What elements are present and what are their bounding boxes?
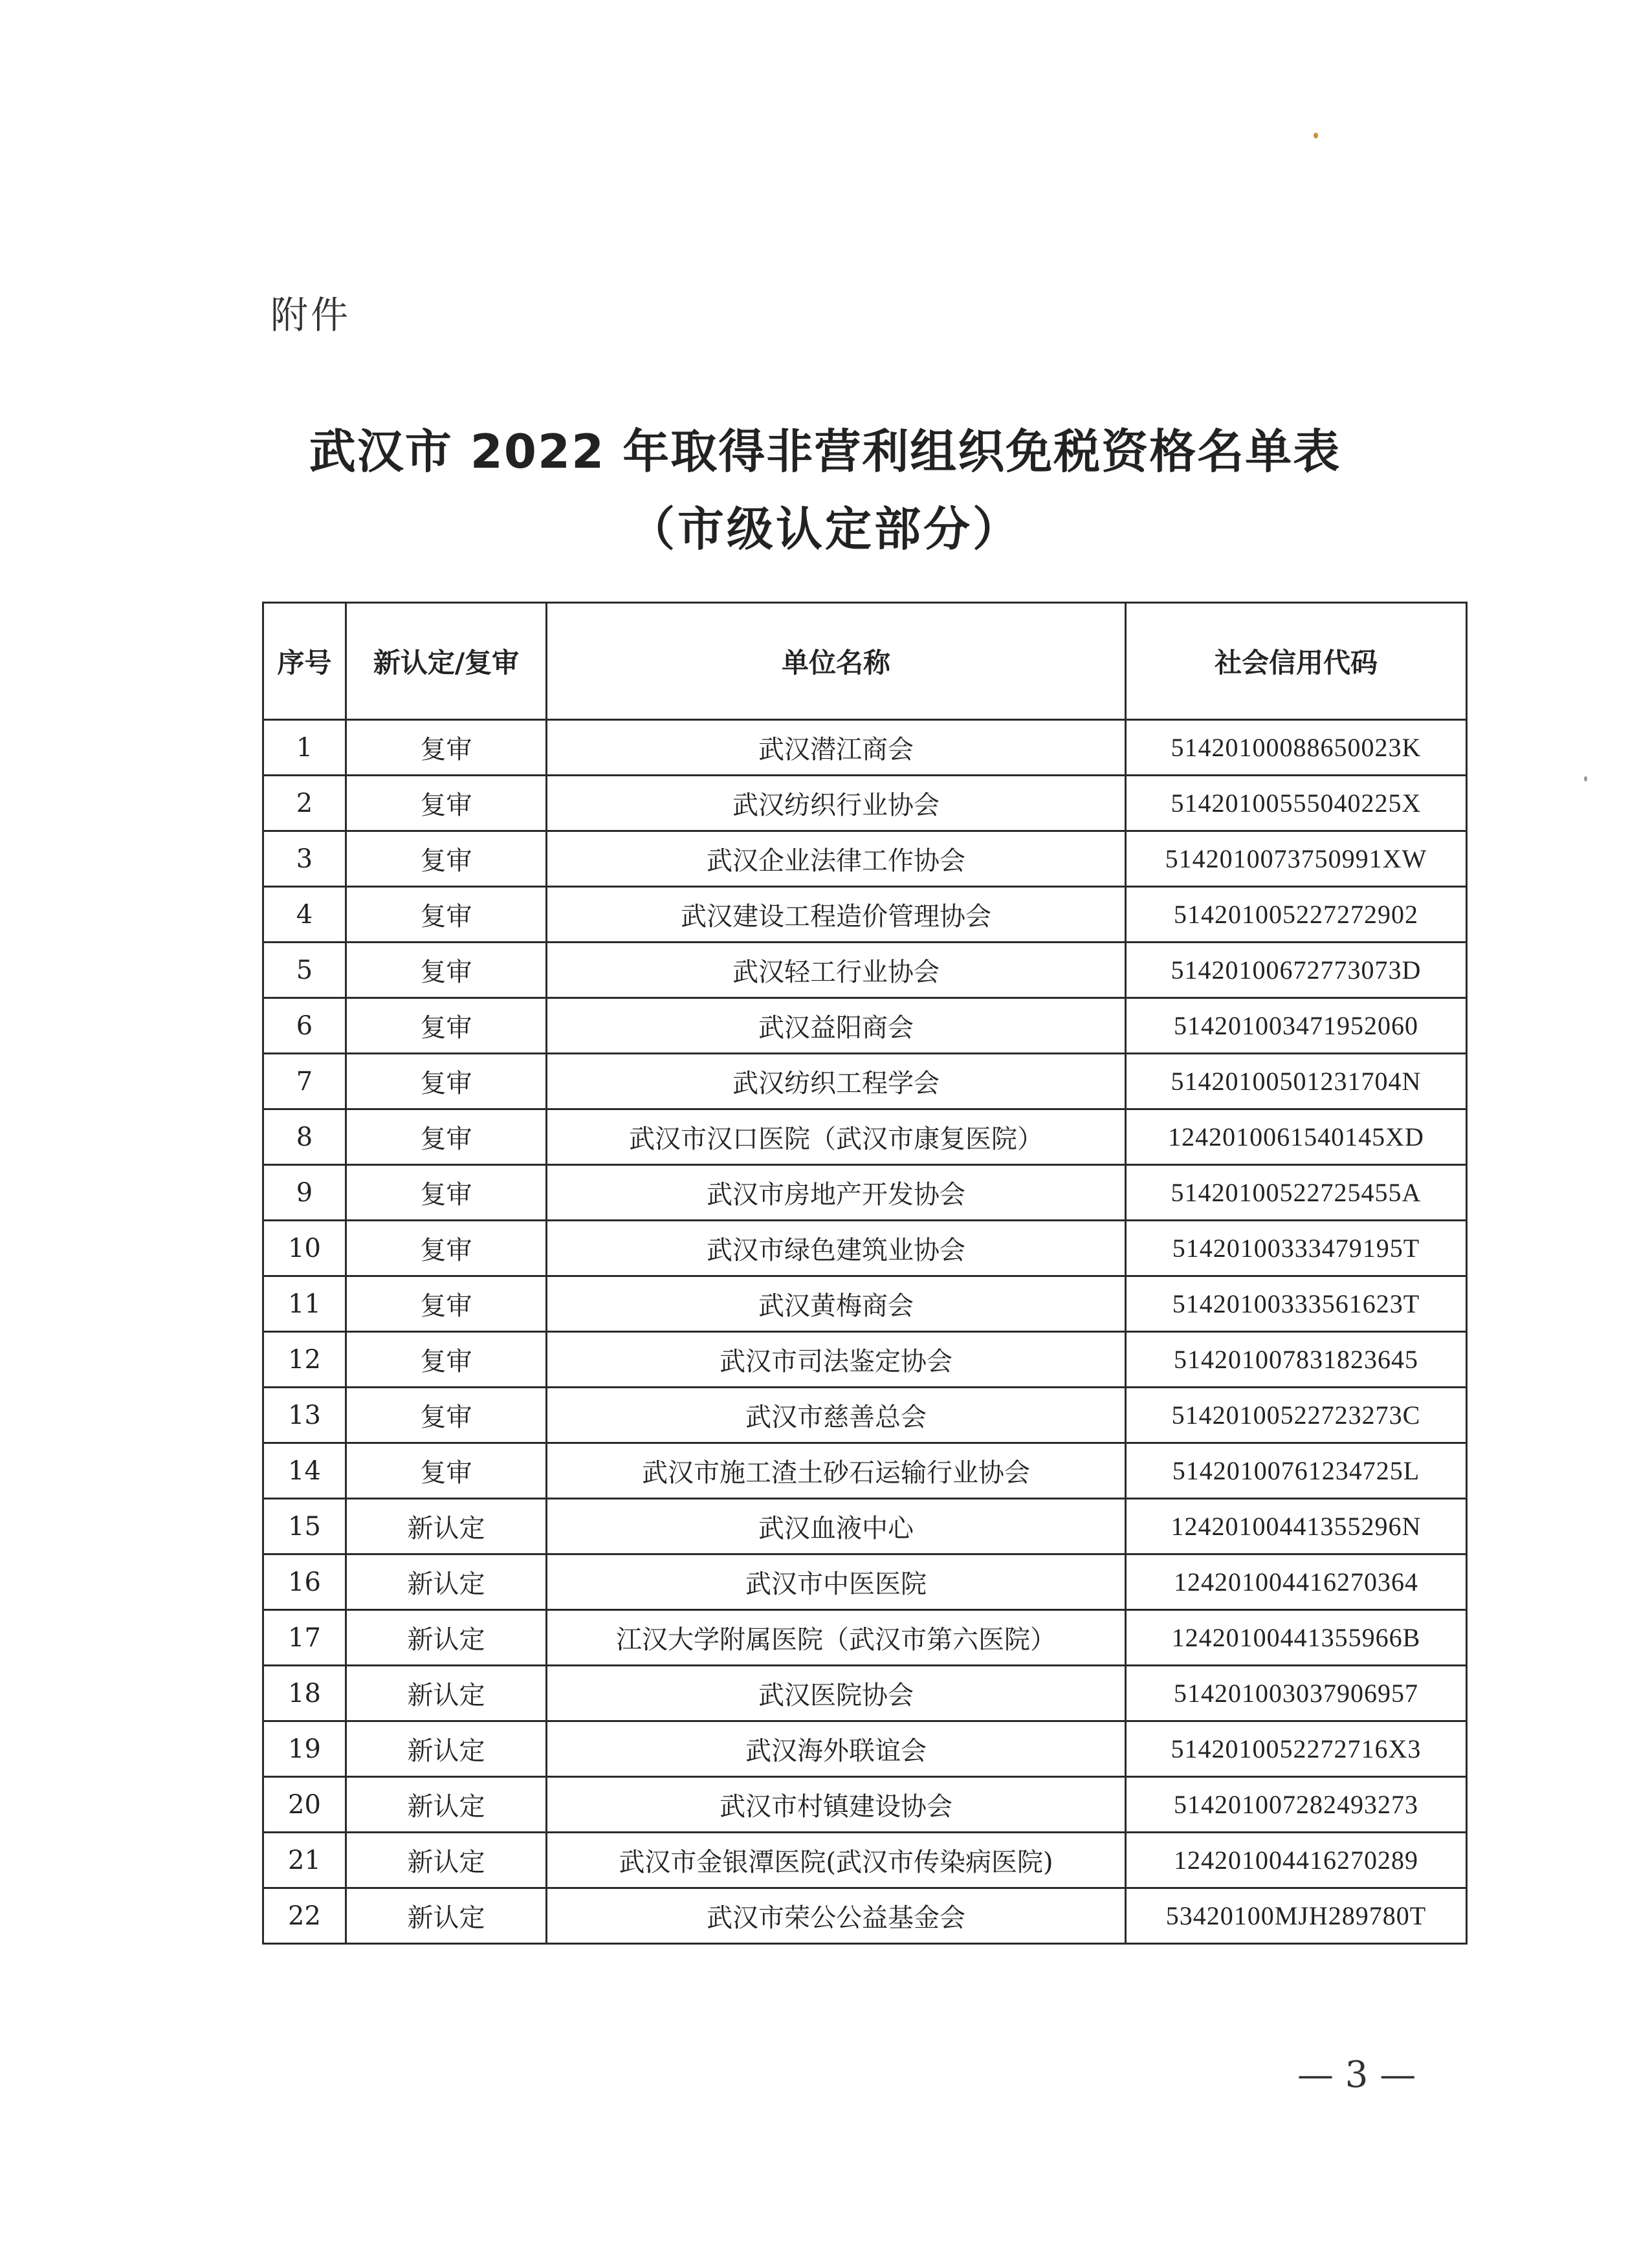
cell-new-or-review: 新认定 [346,1554,547,1610]
cell-credit-code: 5142010073750991XW [1126,831,1467,887]
cell-org-name: 武汉益阳商会 [547,998,1126,1054]
cell-serial-no: 12 [263,1332,346,1388]
qualification-table [262,602,1468,1945]
cell-org-name: 武汉市施工渣土砂石运输行业协会 [547,1443,1126,1499]
table-row [263,943,1467,998]
cell-credit-code: 51420100333561623T [1126,1276,1467,1332]
table-row [263,1054,1467,1109]
cell-new-or-review: 新认定 [346,1610,547,1666]
table-row [263,720,1467,776]
cell-new-or-review: 新认定 [346,1721,547,1777]
cell-credit-code: 514201005227272902 [1126,887,1467,943]
cell-org-name: 武汉建设工程造价管理协会 [547,887,1126,943]
table-row [263,1610,1467,1666]
cell-credit-code: 51420100761234725L [1126,1443,1467,1499]
cell-org-name: 江汉大学附属医院（武汉市第六医院） [547,1610,1126,1666]
cell-serial-no: 5 [263,943,346,998]
cell-new-or-review: 复审 [346,943,547,998]
cell-serial-no: 16 [263,1554,346,1610]
cell-serial-no: 20 [263,1777,346,1833]
cell-new-or-review: 复审 [346,1443,547,1499]
cell-credit-code: 514201007831823645 [1126,1332,1467,1388]
table-row [263,1888,1467,1944]
table-row [263,1833,1467,1888]
cell-org-name: 武汉海外联谊会 [547,1721,1126,1777]
table-row [263,1443,1467,1499]
cell-new-or-review: 新认定 [346,1666,547,1721]
table-row [263,998,1467,1054]
cell-credit-code: 51420100522725455A [1126,1165,1467,1221]
header-org-name: 单位名称 [547,603,1126,720]
cell-credit-code: 12420100441355296N [1126,1499,1467,1554]
cell-new-or-review: 复审 [346,1109,547,1165]
cell-new-or-review: 复审 [346,831,547,887]
document-subtitle: （市级认定部分） [628,502,1022,556]
cell-org-name: 武汉市金银潭医院(武汉市传染病医院) [547,1833,1126,1888]
table-row [263,1221,1467,1276]
cell-credit-code: 514201003471952060 [1126,998,1467,1054]
cell-credit-code: 514201003037906957 [1126,1666,1467,1721]
cell-org-name: 武汉市荣公公益基金会 [547,1888,1126,1944]
cell-org-name: 武汉市汉口医院（武汉市康复医院） [547,1109,1126,1165]
cell-new-or-review: 复审 [346,887,547,943]
scan-speck [1314,133,1318,138]
cell-serial-no: 19 [263,1721,346,1777]
cell-serial-no: 6 [263,998,346,1054]
cell-org-name: 武汉潜江商会 [547,720,1126,776]
cell-credit-code: 124201004416270364 [1126,1554,1467,1610]
cell-serial-no: 8 [263,1109,346,1165]
qualification-table-container [262,602,1466,1945]
cell-new-or-review: 新认定 [346,1888,547,1944]
scan-speck [1584,776,1587,781]
cell-credit-code: 51420100501231704N [1126,1054,1467,1109]
document-title: 武汉市 2022 年取得非营利组织免税资格名单表 [309,424,1341,479]
cell-org-name: 武汉血液中心 [547,1499,1126,1554]
cell-new-or-review: 新认定 [346,1833,547,1888]
cell-org-name: 武汉医院协会 [547,1666,1126,1721]
cell-credit-code: 124201004416270289 [1126,1833,1467,1888]
cell-credit-code: 1242010061540145XD [1126,1109,1467,1165]
table-row [263,1777,1467,1833]
cell-credit-code: 5142010052272716X3 [1126,1721,1467,1777]
cell-new-or-review: 复审 [346,1221,547,1276]
cell-org-name: 武汉纺织工程学会 [547,1054,1126,1109]
cell-serial-no: 21 [263,1833,346,1888]
table-row [263,1109,1467,1165]
cell-new-or-review: 复审 [346,720,547,776]
cell-serial-no: 11 [263,1276,346,1332]
cell-credit-code: 51420100522723273C [1126,1388,1467,1443]
cell-credit-code: 12420100441355966B [1126,1610,1467,1666]
cell-org-name: 武汉企业法律工作协会 [547,831,1126,887]
cell-org-name: 武汉市房地产开发协会 [547,1165,1126,1221]
table-body [263,720,1467,1944]
cell-serial-no: 2 [263,776,346,831]
table-header-row [263,603,1467,720]
cell-serial-no: 18 [263,1666,346,1721]
cell-org-name: 武汉市司法鉴定协会 [547,1332,1126,1388]
header-new-or-review: 新认定/复审 [346,603,547,720]
cell-org-name: 武汉黄梅商会 [547,1276,1126,1332]
cell-serial-no: 4 [263,887,346,943]
table-row [263,1721,1467,1777]
cell-serial-no: 15 [263,1499,346,1554]
cell-serial-no: 14 [263,1443,346,1499]
table-row [263,1499,1467,1554]
cell-serial-no: 22 [263,1888,346,1944]
cell-serial-no: 13 [263,1388,346,1443]
table-row [263,1332,1467,1388]
cell-serial-no: 7 [263,1054,346,1109]
cell-new-or-review: 复审 [346,1332,547,1388]
table-row [263,1165,1467,1221]
table-row [263,776,1467,831]
cell-org-name: 武汉纺织行业协会 [547,776,1126,831]
cell-credit-code: 51420100555040225X [1126,776,1467,831]
table-row [263,1388,1467,1443]
cell-org-name: 武汉市绿色建筑业协会 [547,1221,1126,1276]
cell-org-name: 武汉市慈善总会 [547,1388,1126,1443]
attachment-label: 附件 [270,293,351,337]
table-row [263,1276,1467,1332]
cell-new-or-review: 复审 [346,1054,547,1109]
cell-credit-code: 51420100672773073D [1126,943,1467,998]
table-row [263,1666,1467,1721]
cell-credit-code: 514201007282493273 [1126,1777,1467,1833]
cell-new-or-review: 复审 [346,1165,547,1221]
cell-credit-code: 53420100MJH289780T [1126,1888,1467,1944]
cell-new-or-review: 新认定 [346,1777,547,1833]
cell-org-name: 武汉市村镇建设协会 [547,1777,1126,1833]
cell-credit-code: 51420100088650023K [1126,720,1467,776]
cell-new-or-review: 复审 [346,998,547,1054]
table-row [263,831,1467,887]
cell-serial-no: 9 [263,1165,346,1221]
header-serial-no: 序号 [263,603,346,720]
cell-serial-no: 17 [263,1610,346,1666]
cell-new-or-review: 复审 [346,1276,547,1332]
cell-serial-no: 10 [263,1221,346,1276]
cell-new-or-review: 复审 [346,1388,547,1443]
cell-serial-no: 3 [263,831,346,887]
cell-new-or-review: 新认定 [346,1499,547,1554]
page-number: — 3 — [1297,2054,1416,2096]
cell-serial-no: 1 [263,720,346,776]
header-credit-code: 社会信用代码 [1126,603,1467,720]
cell-org-name: 武汉市中医医院 [547,1554,1126,1610]
cell-credit-code: 51420100333479195T [1126,1221,1467,1276]
table-row [263,887,1467,943]
cell-new-or-review: 复审 [346,776,547,831]
table-row [263,1554,1467,1610]
cell-org-name: 武汉轻工行业协会 [547,943,1126,998]
